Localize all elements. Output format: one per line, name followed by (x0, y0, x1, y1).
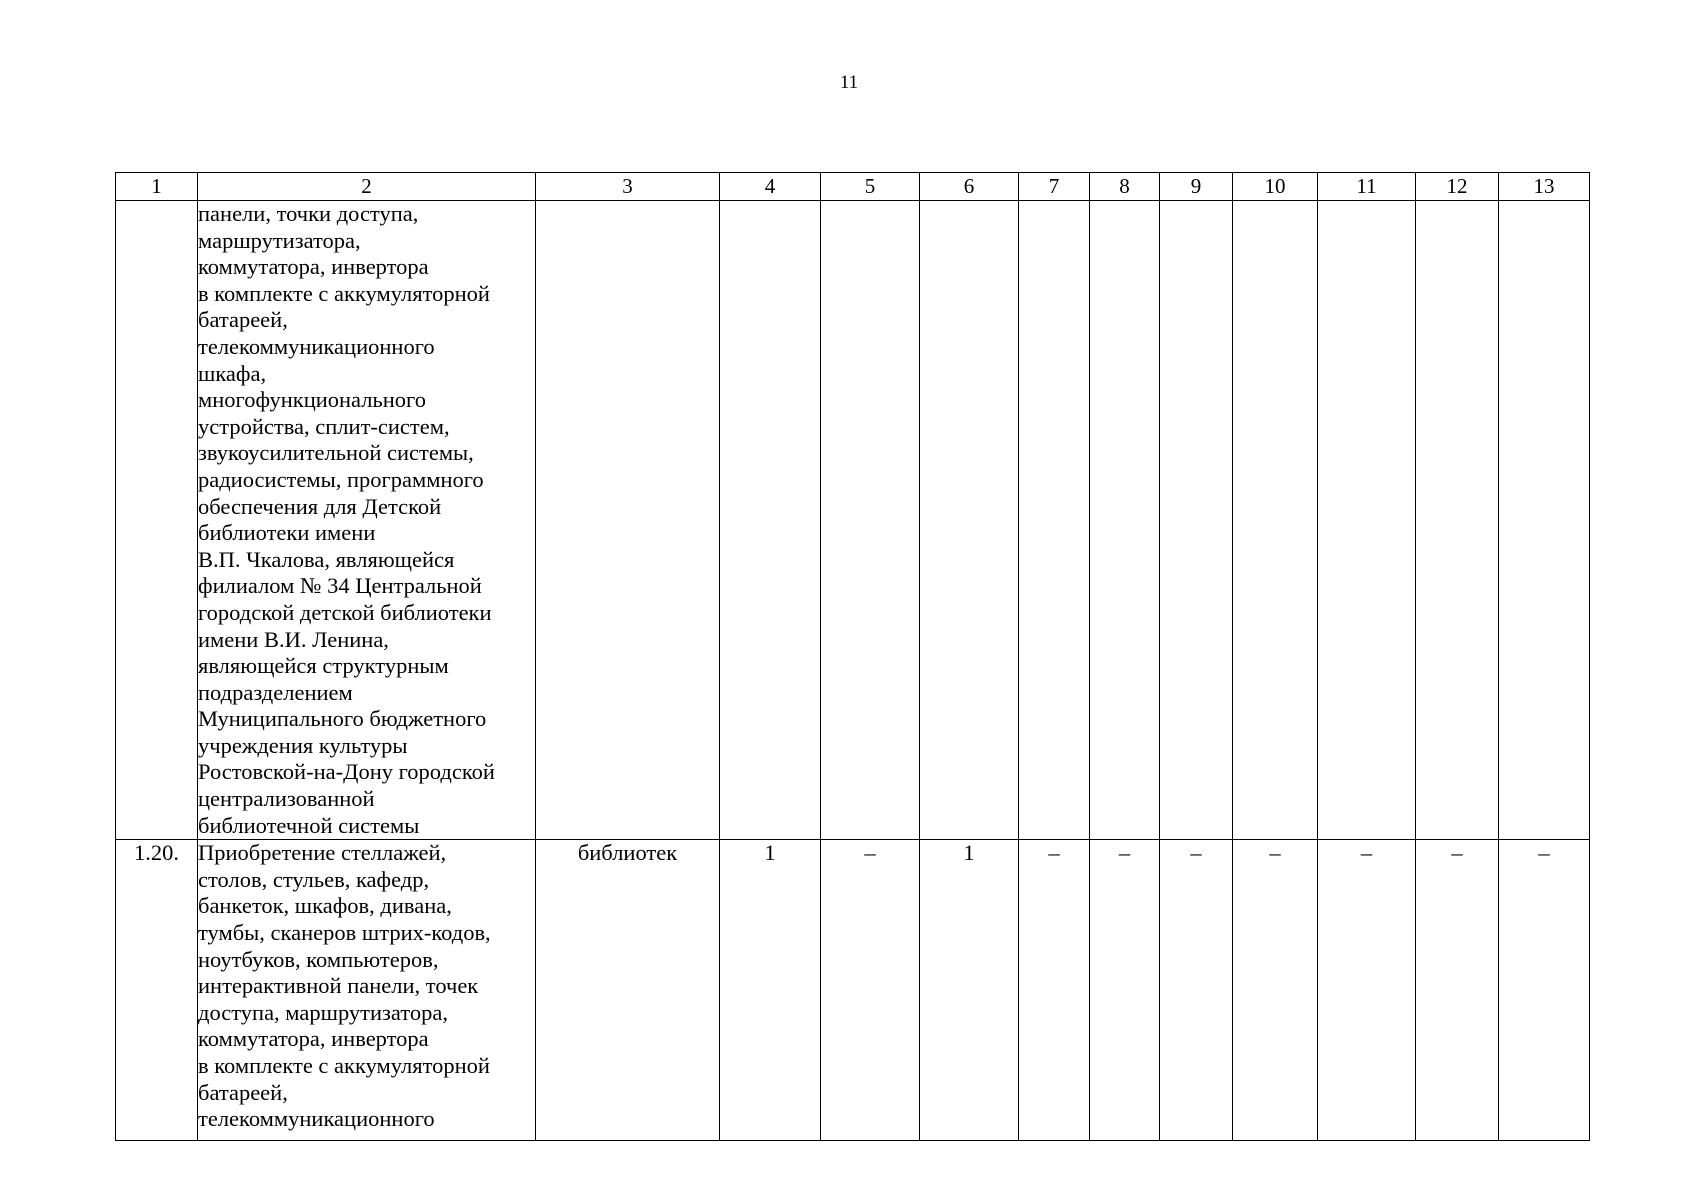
description-line: тумбы, сканеров штрих-кодов, (198, 920, 491, 946)
description-line: филиалом № 34 Центральной (198, 573, 482, 599)
cell-col-13: – (1499, 840, 1590, 1141)
cell-col-11 (1318, 201, 1416, 840)
row-number: 1.20. (116, 840, 198, 1141)
cell-col-6: 1 (920, 840, 1019, 1141)
description-line: коммутатора, инвертора (198, 1026, 429, 1052)
description-line: коммутатора, инвертора (198, 254, 429, 280)
column-header: 10 (1233, 173, 1318, 201)
page-number: 11 (839, 72, 859, 93)
cell-col-7 (1019, 201, 1090, 840)
description-line: маршрутизатора, (198, 227, 361, 253)
cell-col-5: – (821, 840, 920, 1141)
description-line: радиосистемы, программного (198, 466, 484, 492)
description-line: панели, точки доступа, (198, 201, 419, 226)
row-number (116, 201, 198, 840)
cell-col-8 (1090, 201, 1160, 840)
column-header: 11 (1318, 173, 1416, 201)
description-line: учреждения культуры (198, 732, 408, 758)
description-line: банкеток, шкафов, дивана, (198, 893, 452, 919)
description-line: батареей, (198, 1079, 288, 1105)
description-line: устройства, сплит-систем, (198, 413, 450, 439)
description-line: ноутбуков, компьютеров, (198, 946, 439, 972)
table-row (116, 840, 1590, 1141)
column-header: 4 (720, 173, 821, 201)
cell-col-10 (1233, 201, 1318, 840)
column-header: 5 (821, 173, 920, 201)
row-unit (536, 201, 720, 840)
column-header: 7 (1019, 173, 1090, 201)
description-line: городской детской библиотеки (198, 599, 492, 625)
column-header: 8 (1090, 173, 1160, 201)
description-line: централизованной (198, 786, 375, 812)
cell-col-7: – (1019, 840, 1090, 1141)
column-header: 13 (1499, 173, 1590, 201)
description-line: обеспечения для Детской (198, 493, 442, 519)
description-line: подразделением (198, 679, 353, 705)
cell-col-4: 1 (720, 840, 821, 1141)
description-line: Приобретение стеллажей, (198, 840, 447, 866)
column-header: 9 (1160, 173, 1233, 201)
data-table (115, 172, 1590, 1141)
description-line: В.П. Чкалова, являющейся (198, 546, 455, 572)
cell-col-5 (821, 201, 920, 840)
cell-col-8: – (1090, 840, 1160, 1141)
cell-col-6 (920, 201, 1019, 840)
cell-col-12: – (1416, 840, 1499, 1141)
description-line: в комплекте с аккумуляторной (198, 1053, 490, 1078)
cell-col-10: – (1233, 840, 1318, 1141)
header-row (116, 173, 1590, 201)
row-description (198, 840, 536, 1141)
column-header: 2 (198, 173, 536, 201)
description-line: являющейся структурным (198, 653, 449, 679)
description-line: имени В.И. Ленина, (198, 626, 389, 652)
column-header: 1 (116, 173, 198, 201)
cell-col-4 (720, 201, 821, 840)
description-line: Ростовской-на-Дону городской (198, 759, 495, 785)
description-line: шкафа, (198, 360, 267, 386)
description-line: библиотеки имени (198, 520, 376, 546)
table-row (116, 201, 1590, 840)
description-line: телекоммуникационного (198, 1106, 435, 1132)
row-description (198, 201, 536, 840)
row-unit: библиотек (536, 840, 720, 1141)
cell-col-9: – (1160, 840, 1233, 1141)
cell-col-12 (1416, 201, 1499, 840)
description-line: Муниципального бюджетного (198, 706, 487, 732)
description-line: доступа, маршрутизатора, (198, 999, 448, 1025)
description-line: многофункционального (198, 387, 426, 413)
description-line: батареей, (198, 307, 288, 333)
description-line: библиотечной системы (198, 812, 420, 838)
description-line: в комплекте с аккумуляторной (198, 280, 490, 306)
description-line: звукоусилительной системы, (198, 440, 474, 466)
description-line: столов, стульев, кафедр, (198, 866, 430, 892)
description-line: интерактивной панели, точек (198, 973, 479, 999)
column-header: 3 (536, 173, 720, 201)
description-line: телекоммуникационного (198, 333, 435, 359)
column-header: 6 (920, 173, 1019, 201)
cell-col-11: – (1318, 840, 1416, 1141)
cell-col-13 (1499, 201, 1590, 840)
column-header: 12 (1416, 173, 1499, 201)
cell-col-9 (1160, 201, 1233, 840)
